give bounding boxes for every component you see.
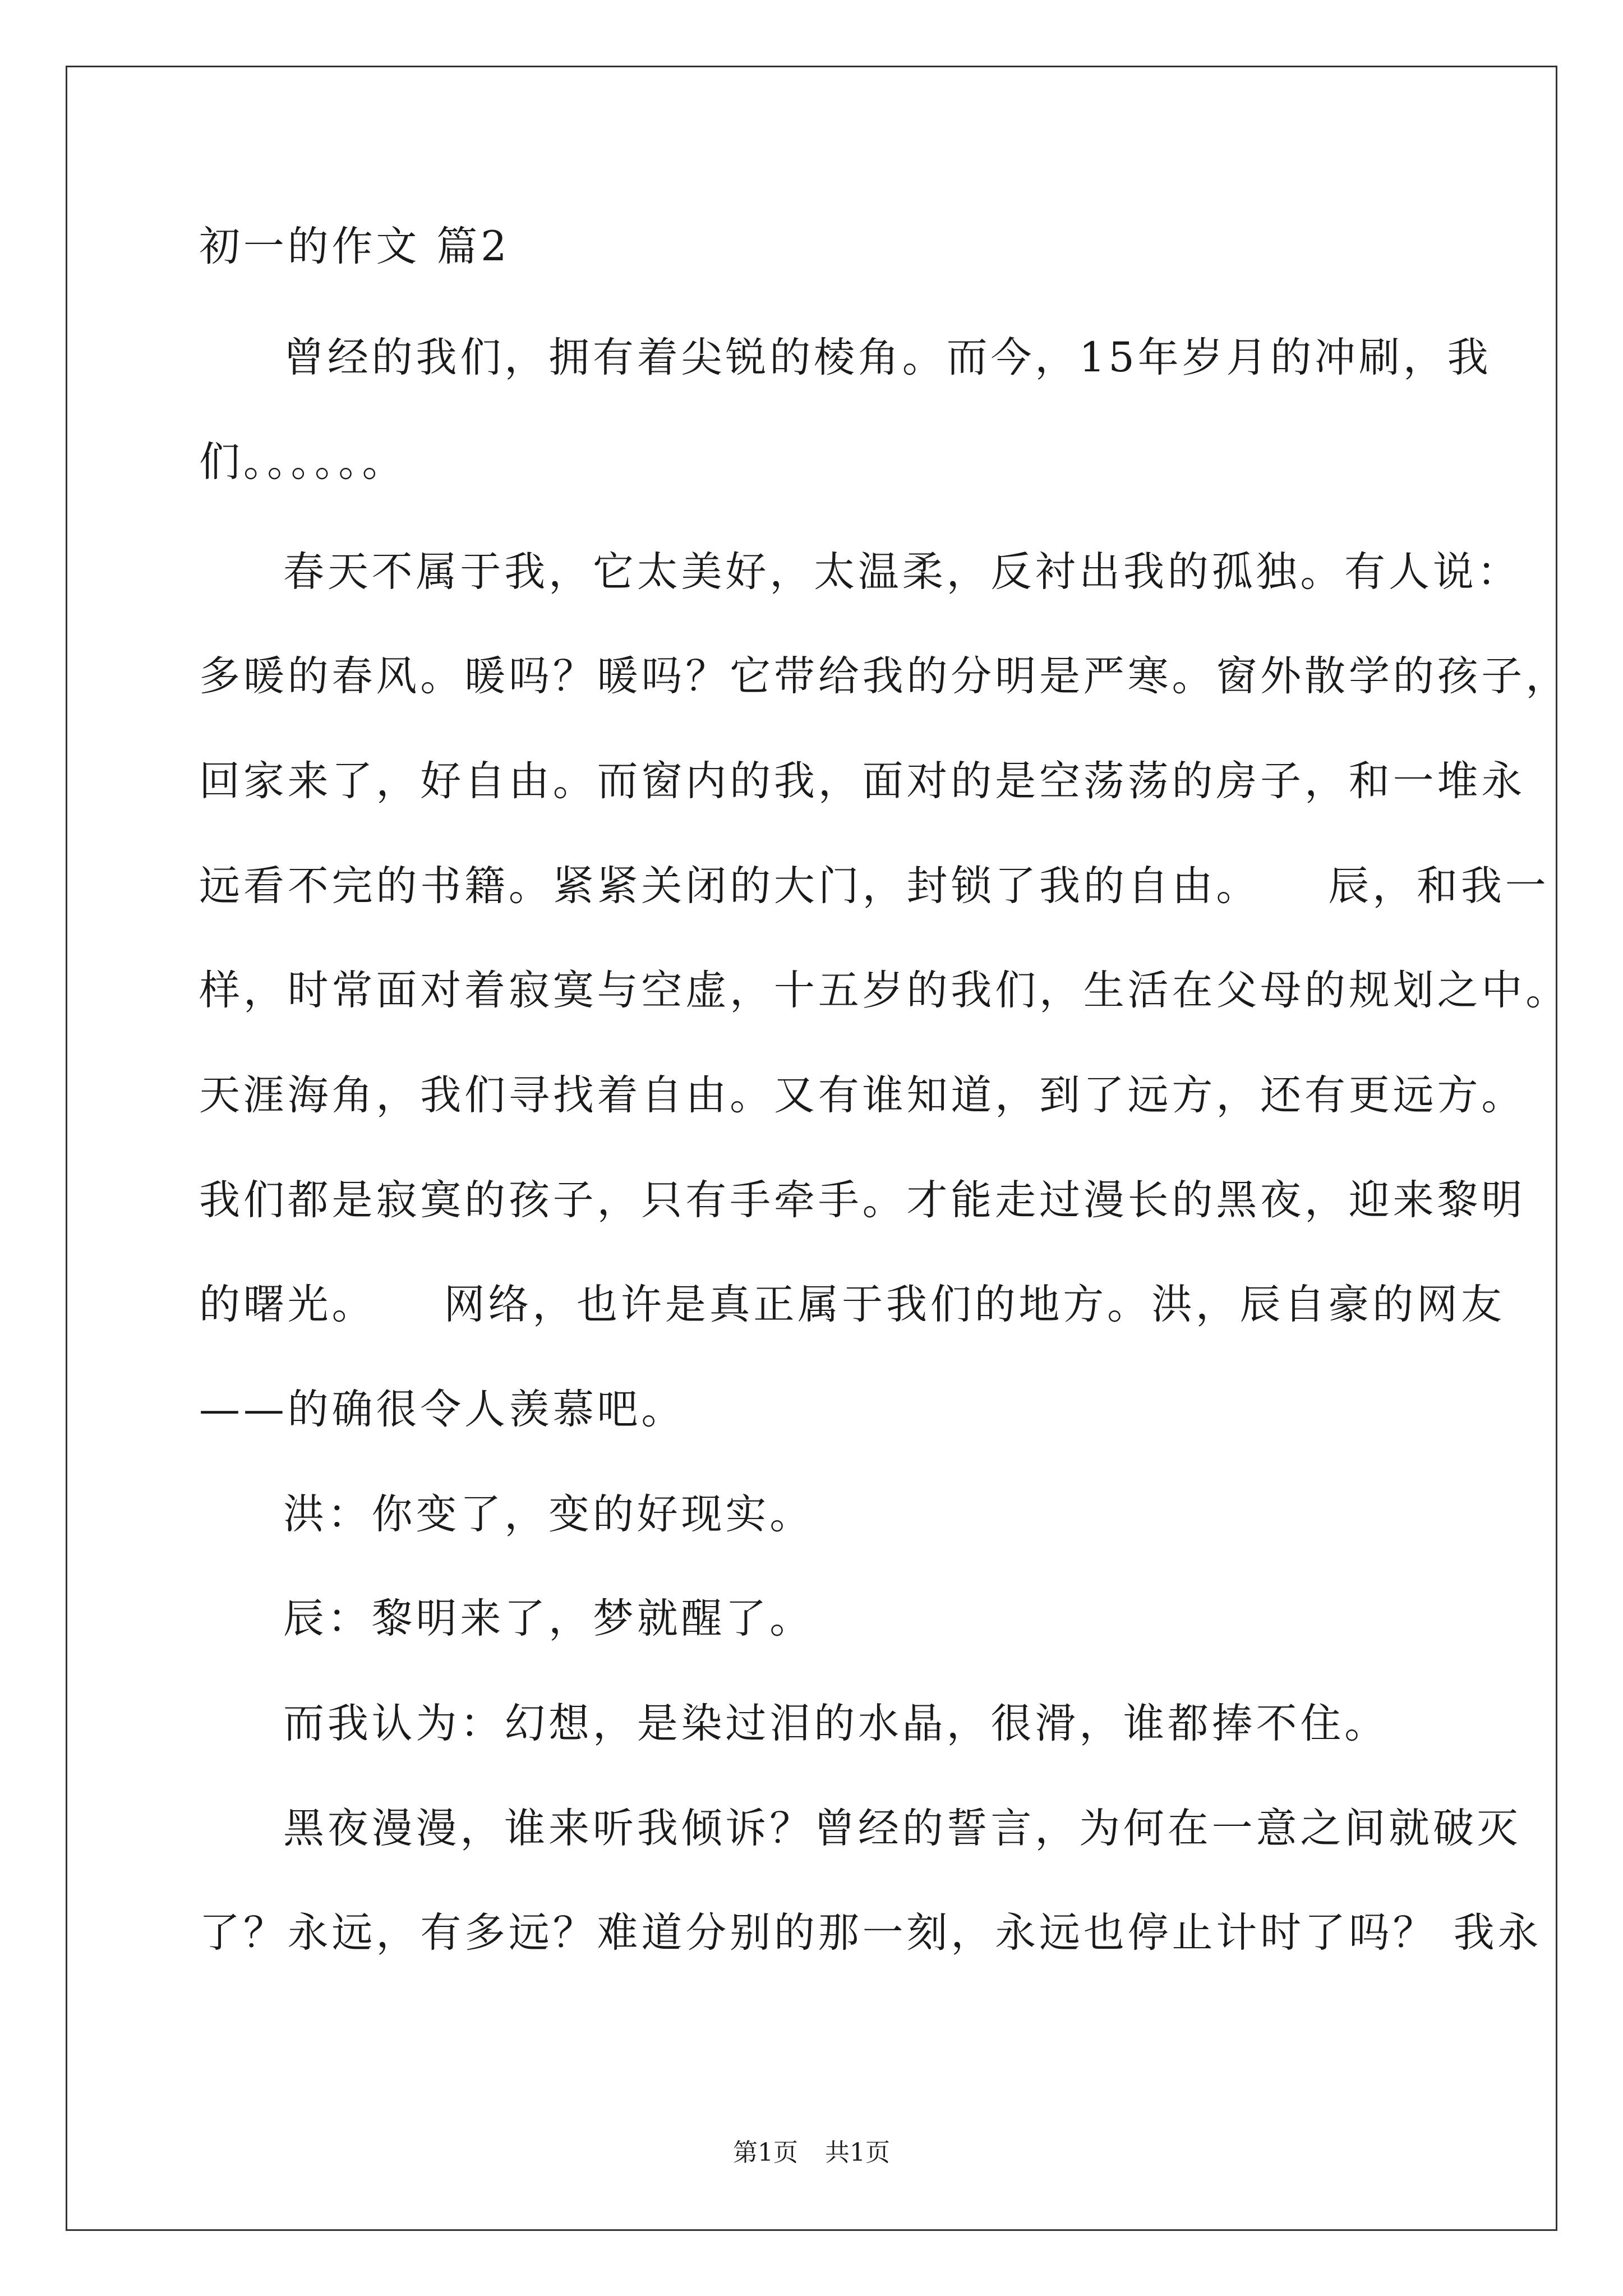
- page-footer: [0, 2136, 1623, 2170]
- document-title: 初一的作文 篇2: [199, 223, 510, 270]
- page-number: 第1页: [733, 2138, 798, 2167]
- paragraph-line: 黑夜漫漫，谁来听我倾诉？曾经的誓言，为何在一意之间就破灭: [283, 1805, 1521, 1852]
- dialogue-line: 辰：黎明来了，梦就醒了。: [283, 1595, 814, 1642]
- paragraph-line: ——的确很令人羡慕吧。: [199, 1386, 686, 1433]
- paragraph-line: 天涯海角，我们寻找着自由。又有谁知道，到了远方，还有更远方。: [199, 1071, 1526, 1119]
- paragraph-line: 我们都是寂寞的孩子，只有手牵手。才能走过漫长的黑夜，迎来黎明: [199, 1176, 1526, 1224]
- paragraph-line: 而我认为：幻想，是染过泪的水晶，很滑，谁都捧不住。: [283, 1700, 1389, 1747]
- paragraph-line: 样，时常面对着寂寞与空虚，十五岁的我们，生活在父母的规划之中。: [199, 967, 1570, 1014]
- page-total: 共1页: [825, 2138, 890, 2167]
- paragraph-line: 多暖的春风。暖吗？暖吗？它带给我的分明是严寒。窗外散学的孩子，: [199, 652, 1570, 700]
- paragraph-line: 的曙光。 网络，也许是真正属于我们的地方。洪，辰自豪的网友: [199, 1281, 1505, 1328]
- paragraph-line: 们。。。。。。: [199, 438, 407, 486]
- paragraph-line: 远看不完的书籍。紧紧关闭的大门，封锁了我的自由。 辰，和我一: [199, 862, 1550, 910]
- paragraph-line: 曾经的我们，拥有着尖锐的棱角。而今，15年岁月的冲刷，我: [283, 334, 1492, 381]
- paragraph-line: 春天不属于我，它太美好，太温柔，反衬出我的孤独。有人说：: [283, 548, 1521, 596]
- dialogue-line: 洪：你变了，变的好现实。: [283, 1490, 814, 1538]
- paragraph-line: 回家来了，好自由。而窗内的我，面对的是空荡荡的房子，和一堆永: [199, 757, 1526, 805]
- paragraph-line: 了？永远，有多远？难道分别的那一刻，永远也停止计时了吗？ 我永: [199, 1909, 1542, 1957]
